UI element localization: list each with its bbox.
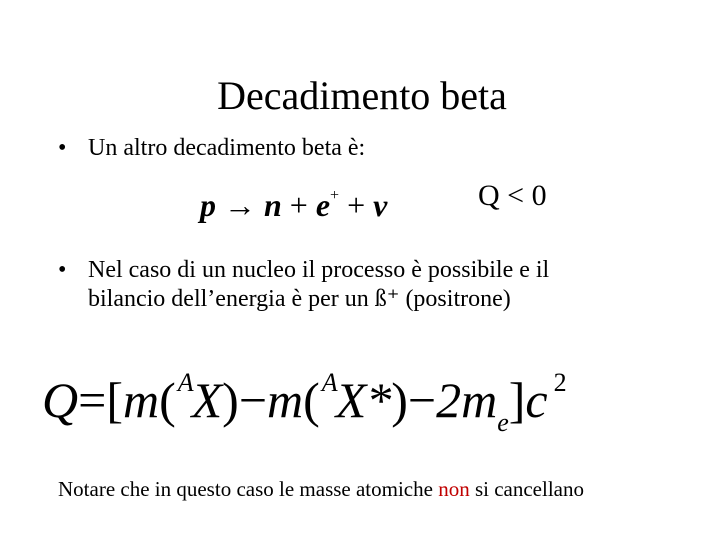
footnote (58, 475, 584, 503)
minus-symbol: − (407, 372, 437, 428)
arrow-symbol: → (224, 187, 256, 223)
energy-equation (42, 348, 567, 458)
positron-symbol: e (315, 187, 331, 223)
parent-nucleus: X (191, 372, 223, 428)
open-paren: ( (303, 372, 320, 428)
close-bracket: ] (508, 372, 526, 428)
bullet-1-text: Un altro decadimento beta è: (88, 135, 366, 161)
equals-symbol: = (78, 372, 107, 428)
minus-symbol: − (238, 372, 268, 428)
positron-charge: + (330, 187, 340, 204)
bullet-2-line-1: Nel caso di un nucleo il processo è possibile e il (88, 257, 550, 283)
light-speed-symbol: c (525, 372, 548, 428)
close-paren: ) (222, 372, 239, 428)
footnote-highlight: non (438, 477, 470, 501)
plus-symbol: + (347, 187, 366, 223)
bullet-2-line-2: bilancio dell’energia è per un ß⁺ (positrone) (88, 286, 511, 312)
neutron-symbol: n (264, 187, 282, 223)
bullet-marker: • (58, 135, 67, 161)
footnote-text-before: Notare che in questo caso le masse atomiche (58, 477, 439, 501)
bullet-marker: • (58, 257, 67, 283)
plus-symbol: + (289, 187, 308, 223)
square-exponent: 2 (553, 368, 567, 397)
open-paren: ( (159, 372, 176, 428)
neutrino-symbol: ν (373, 187, 388, 223)
close-paren: ) (391, 372, 408, 428)
daughter-nucleus: X* (335, 372, 392, 428)
mass-symbol: m (267, 372, 304, 428)
reaction-equation (200, 176, 387, 225)
slide-title: Decadimento beta (217, 73, 507, 118)
mass-number: A (177, 368, 194, 397)
mass-number: A (321, 368, 338, 397)
q-condition: Q < 0 (478, 179, 547, 212)
q-symbol: Q (42, 372, 79, 428)
footnote-text-after: si cancellano (469, 477, 584, 501)
electron-mass-term: 2m (436, 372, 498, 428)
open-bracket: [ (106, 372, 123, 428)
electron-subscript: e (497, 408, 509, 437)
proton-symbol: p (200, 187, 216, 223)
mass-symbol: m (122, 372, 160, 428)
